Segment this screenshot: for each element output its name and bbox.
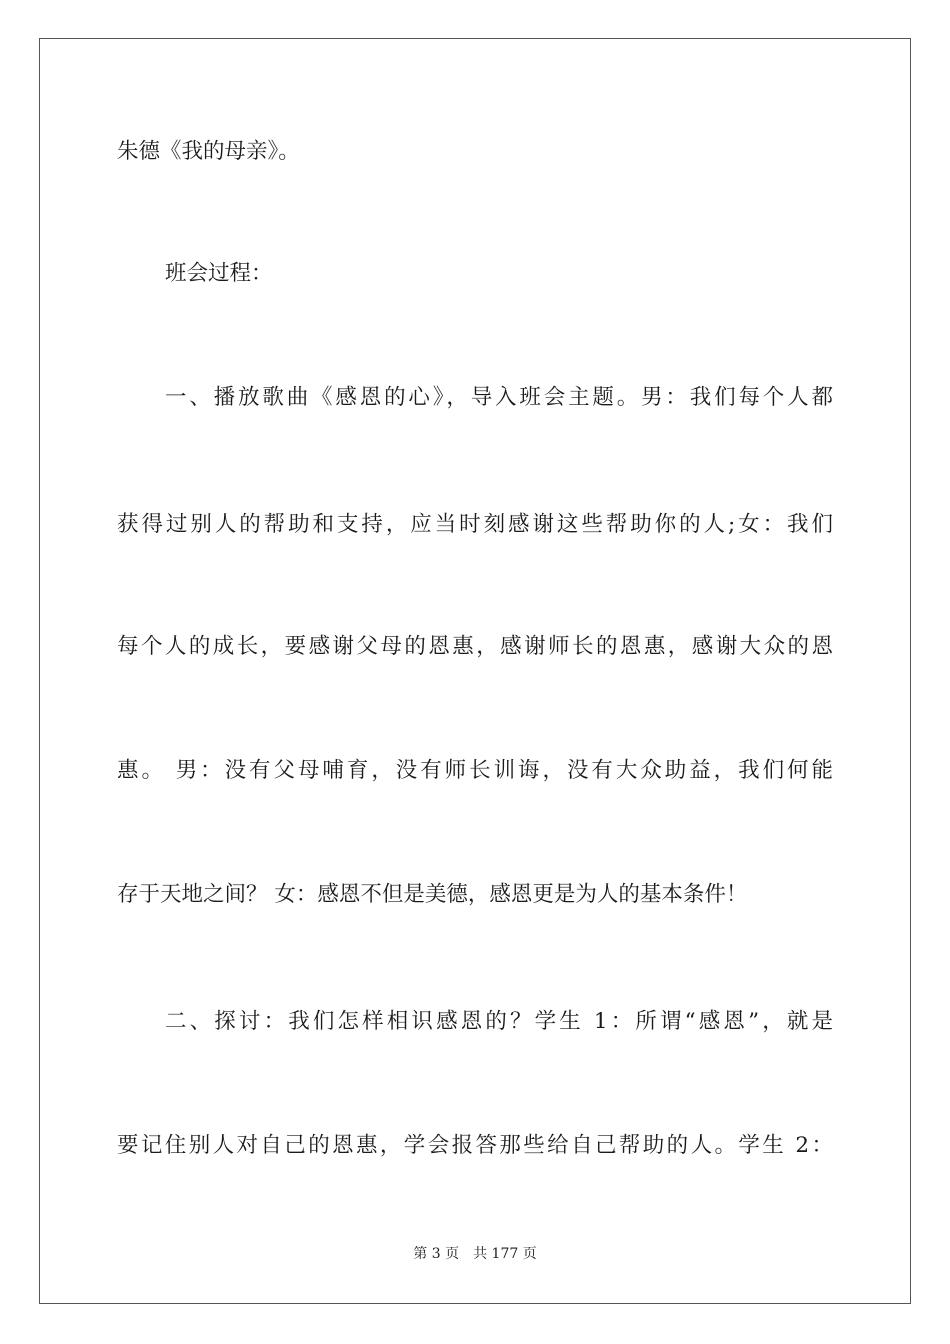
- text-line-1: 朱德《我的母亲》。: [117, 139, 300, 164]
- current-page-number: 第 3 页: [413, 1246, 460, 1262]
- text-line-6: 惠。 男：没有父母哺育，没有师长训诲，没有大众助益，我们何能: [117, 758, 833, 783]
- text-line-5: 每个人的成长，要感谢父母的恩惠，感谢师长的恩惠，感谢大众的恩: [117, 634, 833, 659]
- page-border: [39, 38, 911, 1304]
- text-line-7: 存于天地之间？ 女：感恩不但是美德，感恩更是为人的基本条件！: [117, 882, 748, 907]
- page-footer: [0, 1244, 950, 1264]
- text-line-3: 一、播放歌曲《感恩的心》，导入班会主题。男：我们每个人都: [165, 385, 833, 410]
- text-line-4: 获得过别人的帮助和支持，应当时刻感谢这些帮助你的人;女：我们: [117, 512, 833, 537]
- total-page-count: 共 177 页: [473, 1246, 537, 1262]
- text-line-9: 要记住别人对自己的恩惠，学会报答那些给自己帮助的人。学生 2：: [117, 1133, 833, 1158]
- text-line-2: 班会过程：: [165, 261, 273, 286]
- text-line-8: 二、探讨：我们怎样相识感恩的？学生 1：所谓“感恩”，就是: [165, 1009, 833, 1034]
